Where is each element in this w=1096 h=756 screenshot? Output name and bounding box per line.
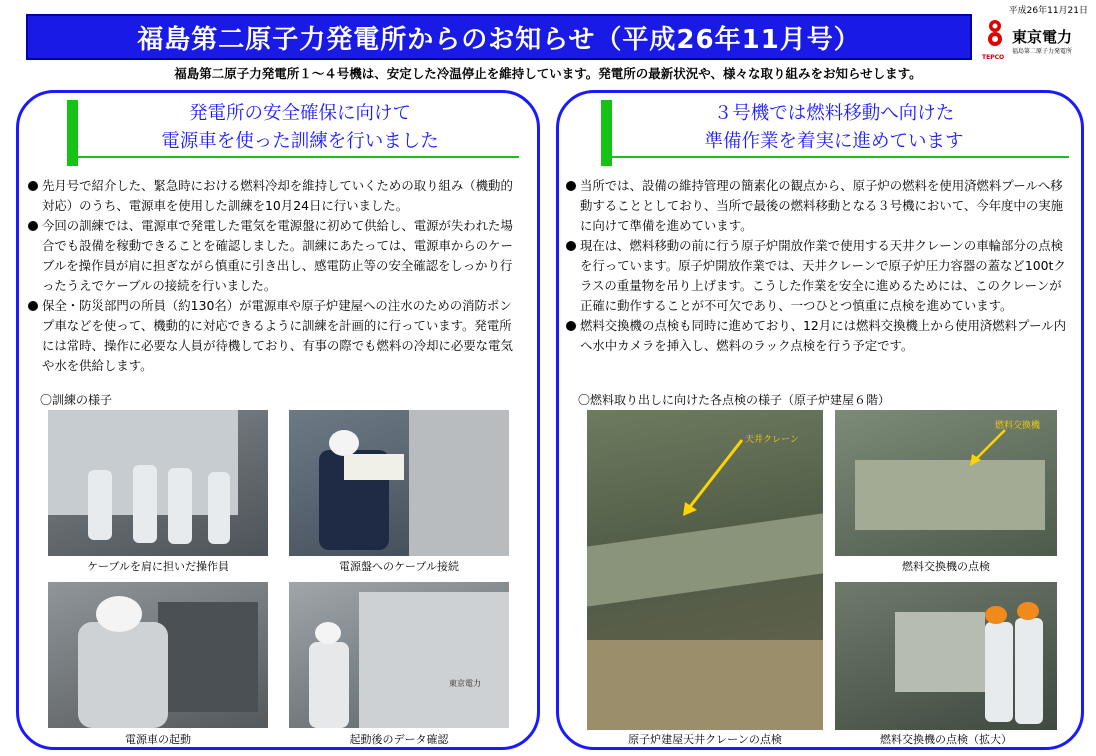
truck-label: 東京電力 <box>449 679 481 688</box>
page-title <box>26 14 972 60</box>
left-headline-line1: 発電所の安全確保に向けて <box>188 103 411 124</box>
photo-caption: 燃料交換機の点検（拡大） <box>880 733 1012 746</box>
photo-panel-cable <box>289 410 509 556</box>
photo-data-check <box>289 582 509 728</box>
page-title-text: 福島第二原子力発電所からのお知らせ（平成26年11月号） <box>137 24 861 55</box>
tepco-logo-icon <box>982 18 1008 52</box>
bullet-icon <box>28 181 38 191</box>
left-headline-line2: 電源車を使った訓練を行いました <box>161 131 439 152</box>
right-accent-line <box>601 156 1069 158</box>
page-subtitle: 福島第二原子力発電所１～４号機は、安定した冷温停止を維持しています。発電所の最新状況や、様々な取り組みをお知らせします。 <box>174 66 922 81</box>
left-bullet: 保全・防災部門の所員（約130名）が電源車や原子炉建屋への注水のための消防ポンプ車などを使って、機動的に対応できるように訓練を計画的に行っています。発電所には常時、操作に必要な人員が待機しており、有事の際でも燃料の冷却に必要な電気や水を供給します。 <box>28 296 522 376</box>
fuel-machine-annotation: 燃料交換機 <box>995 421 1041 431</box>
crane-arrow-icon <box>587 410 823 730</box>
right-headline-line2: 準備作業を着実に進めています <box>704 131 964 152</box>
left-photo-heading: 〇訓練の様子 <box>40 393 113 407</box>
right-photo-heading: 〇燃料取り出しに向けた各点検の様子（原子炉建屋６階） <box>578 393 891 407</box>
bullet-icon <box>566 181 576 191</box>
right-bullet: 当所では、設備の維持管理の簡素化の観点から、原子炉の燃料を使用済燃料プールへ移動することとしており、当所で最後の燃料移動となる３号機において、今年度中の実施に向けて準備を進めています。 <box>566 176 1066 236</box>
logo-tepco: TEPCO <box>982 54 1005 61</box>
bullet-icon <box>28 301 38 311</box>
photo-overhead-crane <box>587 410 823 730</box>
photo-caption: ケーブルを肩に担いだ操作員 <box>86 560 229 573</box>
control-panel <box>158 602 258 712</box>
right-headline-line1: ３号機では燃料移動へ向けた <box>713 103 955 124</box>
photo-caption: 電源盤へのケーブル接続 <box>338 560 459 573</box>
right-headline <box>624 100 1044 156</box>
photo-caption: 起動後のデータ確認 <box>349 733 449 746</box>
left-body <box>28 176 522 376</box>
issue-date: 平成26年11月21日 <box>1008 6 1088 16</box>
right-bullet: 現在は、燃料移動の前に行う原子炉開放作業で使用する天井クレーンの車輪部分の点検を行っています。原子炉開放作業では、天井クレーンで原子炉圧力容器の蓋など100tクラスの重量物を吊り上げます。こうした作業を安全に進めるためには、このクレーンが正確に動作することが不可欠であり、一つひとつ慎重に点検を進めています。 <box>566 236 1066 316</box>
crane-annotation: 天井クレーン <box>745 435 799 445</box>
right-body <box>566 176 1066 356</box>
left-headline <box>90 100 510 156</box>
left-bullet: 先月号で紹介した、緊急時における燃料冷却を維持していくための取り組み（機動的対応）のうち、電源車を使用した訓練を10月24日に行いました。 <box>28 176 522 216</box>
fuel-machine-detail <box>895 612 985 692</box>
left-accent-line <box>67 156 519 158</box>
bullet-icon <box>566 241 576 251</box>
photo-cable-shoulder <box>48 410 268 556</box>
bullet-icon <box>28 221 38 231</box>
fuel-machine-arrow-icon <box>835 410 1057 556</box>
photo-caption: 電源車の起動 <box>125 733 191 746</box>
photo-fuel-machine-zoom <box>835 582 1057 730</box>
logo-name: 東京電力 <box>1012 28 1073 46</box>
power-truck <box>359 592 509 728</box>
photo-fuel-machine <box>835 410 1057 556</box>
tepco-logo <box>982 18 1092 62</box>
logo-sub: 福島第二原子力発電所 <box>1012 48 1073 55</box>
photo-power-start <box>48 582 268 728</box>
photo-caption: 原子炉建屋天井クレーンの点検 <box>628 733 782 746</box>
left-bullet: 今回の訓練では、電源車で発電した電気を電源盤に初めて供給し、電源が失われた場合でも設備を稼動できることを確認しました。訓練にあたっては、電源車からのケーブルを操作員が肩に担ぎながら慎重に引き出し、感電防止等の安全確認をしっかり行ったうえでケーブルの接続を行いました。 <box>28 216 522 296</box>
bullet-icon <box>566 321 576 331</box>
right-bullet: 燃料交換機の点検も同時に進めており、12月には燃料交換機上から使用済燃料プール内へ水中カメラを挿入し、燃料のラック点検を行う予定です。 <box>566 316 1066 356</box>
switchboard <box>409 410 509 556</box>
photo-caption: 燃料交換機の点検 <box>902 560 990 573</box>
